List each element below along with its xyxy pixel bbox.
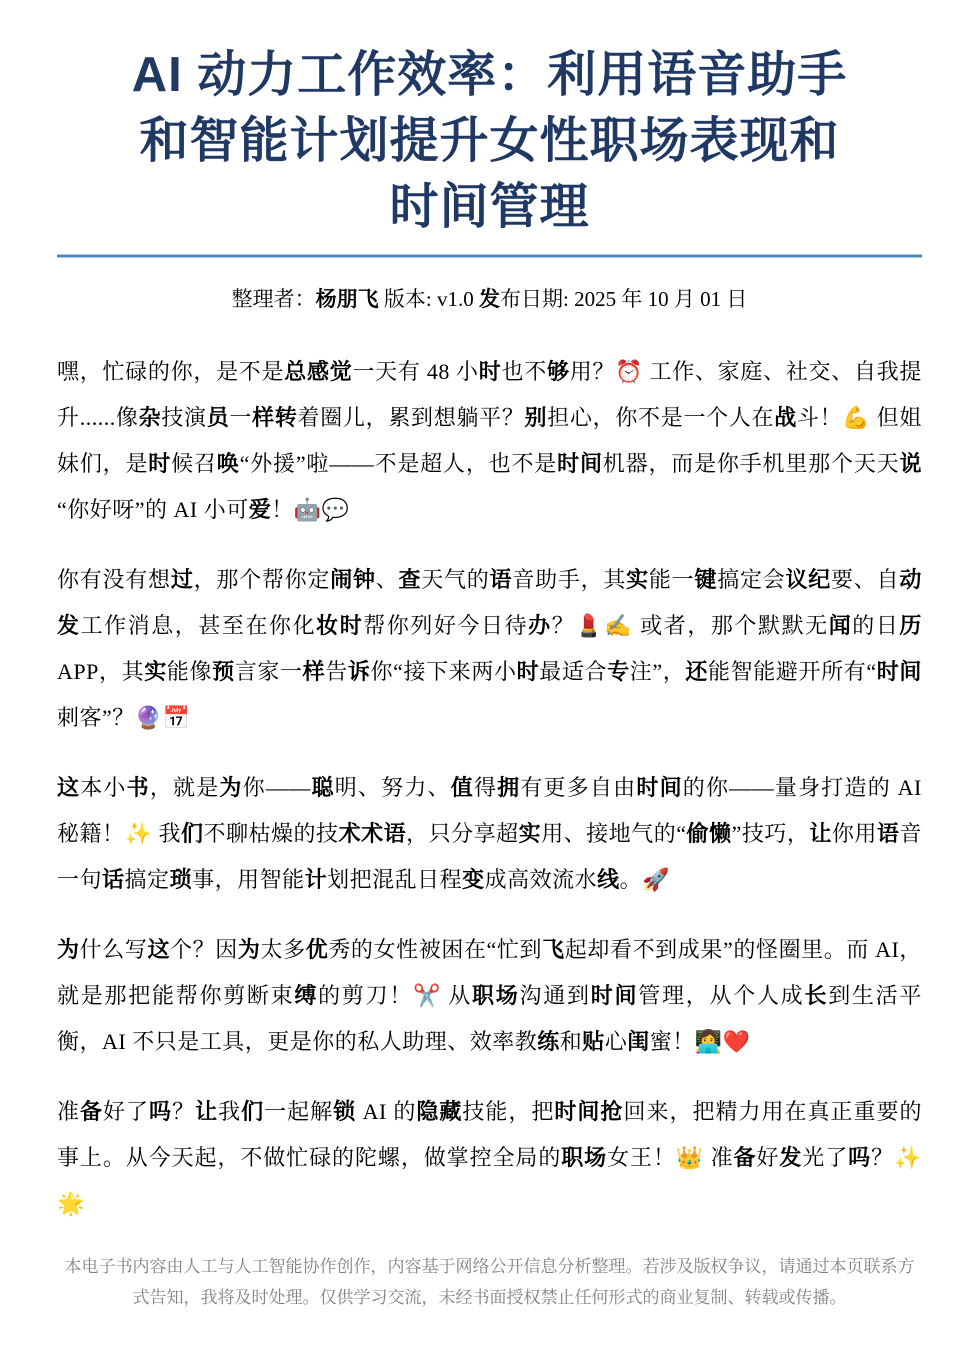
text-run: 你有没有想 <box>57 567 171 592</box>
text-run: 用？⏰ 工作、家庭、社交、自我提升......像 <box>57 359 922 430</box>
text-run-bold: 查 <box>398 567 422 592</box>
text-run: 我 <box>218 1099 242 1124</box>
text-run: 你“接下来两小 <box>370 659 517 684</box>
text-run: 个？因 <box>170 937 238 962</box>
text-run-bold: 缚 <box>294 983 319 1008</box>
text-run: 心 <box>604 1029 628 1054</box>
text-run: 帮你列好今日待 <box>363 613 529 638</box>
paragraph <box>57 765 922 903</box>
text-run-bold: 为 <box>219 775 243 800</box>
text-run-bold: 发 <box>779 1145 803 1170</box>
text-run: 的日 <box>852 613 900 638</box>
text-run: 一 <box>229 405 253 430</box>
text-run-bold: 样 <box>302 659 326 684</box>
text-run: 能智能避开所有“ <box>708 659 877 684</box>
text-run: 的你——量身打造的 AI 秘籍！✨ 我 <box>57 775 922 846</box>
text-run: 女王！👑 准 <box>607 1145 734 1170</box>
text-run-bold: 为 <box>57 937 80 962</box>
text-run: 音一句 <box>57 821 922 892</box>
text-run: 有更多自由 <box>520 775 637 800</box>
text-run: 什么写 <box>79 937 148 962</box>
text-run-bold: 闻 <box>828 613 853 638</box>
text-run-bold: 话 <box>102 867 125 892</box>
text-run-bold: 线 <box>597 867 620 892</box>
text-run-bold: 闹钟 <box>330 567 376 592</box>
text-run-bold: 术术语 <box>338 821 407 846</box>
text-run-bold: 让 <box>809 821 832 846</box>
text-run: ？✨🌟 <box>57 1145 922 1216</box>
text-run-bold: 拥 <box>497 775 521 800</box>
text-run: APP，其 <box>57 659 145 684</box>
text-run-bold: 们 <box>241 1099 265 1124</box>
text-run: AI 的 <box>356 1099 417 1124</box>
text-run-bold: 动发 <box>57 567 922 638</box>
text-run-bold: 够 <box>546 359 570 384</box>
text-run-bold: 语 <box>876 821 900 846</box>
text-run-bold: 闺 <box>627 1029 650 1054</box>
text-run-bold: 时间 <box>557 451 603 476</box>
paragraph <box>57 1089 922 1227</box>
text-run-bold: 杂 <box>138 405 162 430</box>
text-run: 明、努力、 <box>334 775 451 800</box>
text-run: 管理，从个人成 <box>638 983 805 1008</box>
text-run: 注”， <box>629 659 686 684</box>
text-run: 。🚀 <box>619 867 671 892</box>
text-run: 划把混乱日程 <box>327 867 463 892</box>
text-run: 和 <box>559 1029 583 1054</box>
text-run: 本小 <box>80 775 127 800</box>
text-run: 得 <box>473 775 498 800</box>
text-run: 光了 <box>802 1145 849 1170</box>
text-run: 搞定 <box>124 867 170 892</box>
text-run: 用、接地气的“ <box>541 821 687 846</box>
text-run-bold: 变 <box>462 867 485 892</box>
text-run: 着圈儿，累到想躺平？ <box>297 405 525 430</box>
text-run: 到生活平衡，AI 不只是工具，更是你的私人助理、效率教 <box>57 983 922 1054</box>
text-run: “外援”啦——不是超人，也不是 <box>239 451 558 476</box>
text-run: 嘿，忙碌的你，是不是 <box>57 359 285 384</box>
text-run: 候召 <box>171 451 217 476</box>
text-run: “你好呀”的 AI 小可 <box>57 497 249 522</box>
text-run-bold: 这 <box>57 775 81 800</box>
text-run: 太多 <box>260 937 306 962</box>
text-run-bold: 时 <box>478 359 502 384</box>
text-run: 音助手，其 <box>512 567 627 592</box>
text-run: 不聊枯燥的技 <box>203 821 339 846</box>
text-run: 最适合 <box>539 659 608 684</box>
text-run: 一天有 48 小 <box>352 359 479 384</box>
text-run-bold: 别 <box>524 405 548 430</box>
text-run: 沟通到 <box>519 983 591 1008</box>
text-run-bold: 发 <box>479 288 500 311</box>
text-run: ，就是 <box>149 775 220 800</box>
text-run: 技演 <box>161 405 207 430</box>
text-run: ！🤖💬 <box>271 497 350 522</box>
text-run: 整理者： <box>231 287 316 311</box>
text-run-bold: 聪 <box>310 775 335 800</box>
text-run: 回来，把精力用在真正重要的事上。从今天起，不做忙碌的陀螺，做掌控全局的 <box>57 1099 922 1170</box>
text-run-bold: 样转 <box>252 405 298 430</box>
text-run-bold: 专 <box>607 659 630 684</box>
text-run-bold: 还 <box>685 659 708 684</box>
text-run: 好了 <box>103 1099 150 1124</box>
text-run: 好 <box>756 1145 780 1170</box>
text-run: 要、自 <box>831 567 900 592</box>
paragraph <box>57 349 922 533</box>
text-run: 技能，把 <box>462 1099 555 1124</box>
text-run-bold: 时 <box>516 659 540 684</box>
text-run: 告 <box>325 659 348 684</box>
text-run: 的剪刀！✂️ 从 <box>318 983 473 1008</box>
text-run: 一起解 <box>264 1099 334 1124</box>
text-run: 你用 <box>831 821 877 846</box>
text-run-bold: 琐 <box>169 867 193 892</box>
text-run-bold: 职场 <box>561 1145 608 1170</box>
footer-disclaimer: 本电子书内容由人工与人工智能协作创作，内容基于网络公开信息分析整理。若涉及版权争议，请通过本页联系方式告知，我将及时处理。仅供学习交流，未经书面授权禁止任何形式的商业复制、转载或传播。 <box>64 1257 915 1307</box>
text-run: 能像 <box>166 659 213 684</box>
text-run: 刺客”？🔮📅 <box>57 705 191 730</box>
title-divider <box>57 254 922 258</box>
text-run: 工作消息，甚至在你化 <box>80 613 317 638</box>
text-run-bold: 职场 <box>472 983 520 1008</box>
text-run-bold: 时间 <box>876 659 922 684</box>
text-run: 搞定会 <box>717 567 786 592</box>
text-run: 成高效流水 <box>484 867 598 892</box>
paragraph <box>57 927 922 1065</box>
text-run: 布日期: 2025 年 10 月 01 日 <box>500 287 748 311</box>
text-run: 版本: v1.0 <box>378 287 479 311</box>
text-run-bold: 锁 <box>333 1099 357 1124</box>
text-run-bold: 实 <box>626 567 649 592</box>
text-run-bold: 飞 <box>542 937 565 962</box>
text-run-bold: 时间抢 <box>554 1099 624 1124</box>
text-run-bold: 书 <box>126 775 150 800</box>
text-run-bold: 战 <box>774 405 797 430</box>
text-run-bold: 唤 <box>216 451 240 476</box>
text-run: 蜜！👩‍💻❤️ <box>649 1029 751 1054</box>
text-run: 机器，而是你手机里那个天天 <box>602 451 900 476</box>
text-run-bold: 过 <box>170 567 194 592</box>
text-run-bold: 优 <box>305 937 329 962</box>
text-run: ？💄✍️ 或者，那个默默无 <box>551 613 829 638</box>
text-run-bold: 隐藏 <box>416 1099 463 1124</box>
text-run-bold: 备 <box>80 1099 104 1124</box>
text-run: ？ <box>172 1099 196 1124</box>
text-run-bold: 键 <box>694 567 718 592</box>
text-run-bold: 长 <box>804 983 829 1008</box>
text-run-bold: 预 <box>212 659 235 684</box>
text-run: 能一 <box>648 567 695 592</box>
text-run-bold: 这 <box>147 937 171 962</box>
text-run-bold: 爱 <box>248 497 272 522</box>
text-run: 天气的 <box>421 567 490 592</box>
text-run-bold: 时间 <box>636 775 683 800</box>
text-run-bold: 实 <box>144 659 167 684</box>
text-run: 准 <box>57 1099 81 1124</box>
text-run-bold: 实 <box>518 821 542 846</box>
text-run: 斗！💪 但姐妹们，是 <box>57 405 922 476</box>
text-run-bold: 时间 <box>590 983 639 1008</box>
text-run-bold: 杨朋飞 <box>315 288 379 311</box>
paragraph <box>57 557 922 741</box>
text-run-bold: 说 <box>899 451 922 476</box>
text-run-bold: 偷懒 <box>686 821 732 846</box>
text-run: 言家一 <box>234 659 303 684</box>
text-run: 起却看不到成果”的怪圈里。而 AI，就是那把能帮你剪断束 <box>57 937 922 1008</box>
text-run-bold: 让 <box>195 1099 219 1124</box>
text-run: 秀的女性被困在“忙到 <box>328 937 543 962</box>
text-run-bold: 练 <box>537 1029 560 1054</box>
text-run: ，那个帮你定 <box>193 567 331 592</box>
doc-meta <box>57 284 922 315</box>
text-run-bold: 妆时 <box>316 613 364 638</box>
text-run: 你—— <box>242 775 311 800</box>
text-run-bold: 语 <box>489 567 513 592</box>
text-run-bold: 议纪 <box>785 567 832 592</box>
text-run-bold: 吗 <box>848 1145 872 1170</box>
text-run-bold: 时 <box>148 451 172 476</box>
text-run: 担心，你不是一个人在 <box>547 405 775 430</box>
text-run: 事，用智能 <box>192 867 305 892</box>
text-run-bold: 计 <box>304 867 328 892</box>
text-run-bold: 吗 <box>149 1099 173 1124</box>
text-run: ”技巧， <box>731 821 810 846</box>
text-run-bold: 员 <box>206 405 230 430</box>
body-paragraphs <box>57 349 922 1227</box>
text-run-bold: 为 <box>237 937 261 962</box>
text-run-bold: 值 <box>450 775 474 800</box>
page-title: AI 动力工作效率：利用语音助手和智能计划提升女性职场表现和时间管理 <box>131 48 848 234</box>
text-run-bold: 备 <box>733 1145 757 1170</box>
text-run: 、 <box>375 567 399 592</box>
text-run-bold: 们 <box>180 821 204 846</box>
text-run-bold: 历 <box>899 613 922 638</box>
text-run: ，只分享超 <box>406 821 519 846</box>
text-run-bold: 诉 <box>347 659 371 684</box>
text-run: 也不 <box>501 359 547 384</box>
text-run-bold: 贴 <box>582 1029 605 1054</box>
text-run-bold: 总感觉 <box>284 359 353 384</box>
text-run-bold: 办 <box>528 613 552 638</box>
